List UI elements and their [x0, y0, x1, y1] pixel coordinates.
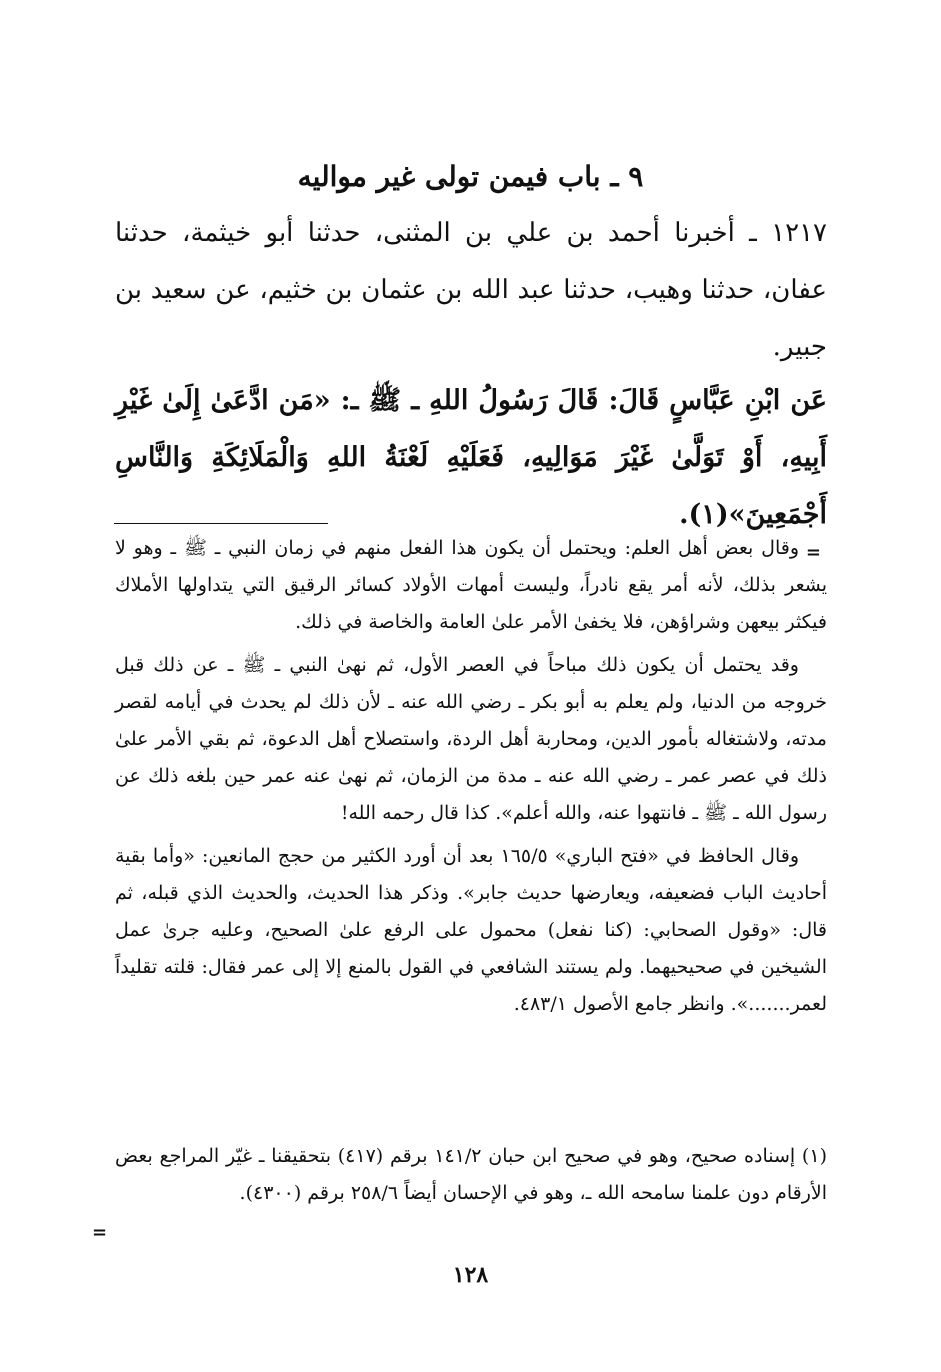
isnad-block [115, 205, 827, 376]
footnote-block [115, 1138, 827, 1212]
chapter-heading: ٩ ـ باب فيمن تولى غير مواليه [297, 160, 644, 193]
footnote-text: (١) إسناده صحيح، وهو في صحيح ابن حبان ١٤١/٢ برقم (٤١٧) بتحقيقنا ـ غيّر المراجع بعض الأرقام دون علمنا سامحه الله ـ، وهو في الإحسان أيضاً ٢٥٨/٦ برقم (٤٣٠٠). [115, 1145, 827, 1204]
hadith-block [115, 372, 827, 543]
continuation-mark-bottom: = [92, 1222, 108, 1243]
note-paragraph-3: وقال الحافظ في «فتح الباري» ١٦٥/٥ بعد أن أورد الكثير من حجج المانعين: «وأما بقية أحاديث الباب فضعيفه، ويعارضها حديث جابر». وذكر هذا الحديث، والحديث الذي قبله، ثم قال: «وقول الصحابي: (كنا نفعل) محمول على الرفع علىٰ الصحيح، وعليه جرىٰ عمل الشيخين في صحيحيهما. ولم يستند الشافعي في القول بالمنع إلا إلى عمر فقال: قلته تقليداً لعمر.......». وانظر جامع الأصول ٤٨٣/١. [115, 845, 827, 1015]
notes-block [115, 530, 827, 1029]
note-paragraph-2: وقد يحتمل أن يكون ذلك مباحاً في العصر الأول، ثم نهىٰ النبي ـ ﷺ ـ عن ذلك قبل خروجه من الدنيا، ولم يعلم به أبو بكر ـ رضي الله عنه ـ لأن ذلك لم يحدث في أيامه لقصر مدته، ولاشتغاله بأمور الدين، ومحاربة أهل الردة، واستصلاح أهل الدعوة، ثم بقي الأمر علىٰ ذلك في عصر عمر ـ رضي الله عنه ـ مدة من الزمان، ثم نهىٰ عنه عمر حين بلغه ذلك عن رسول الله ـ ﷺ ـ فانتهوا عنه، والله أعلم». كذا قال رحمه الله! [115, 654, 827, 824]
note-paragraph-1: وقال بعض أهل العلم: ويحتمل أن يكون هذا الفعل منهم في زمان النبي ـ ﷺ ـ وهو لا يشعر بذلك، لأنه أمر يقع نادراً، وليست أمهات الأولاد كسائر الرقيق التي يتداولها الأملاك فيكثر بيعهن وشراؤهن، فلا يخفىٰ الأمر علىٰ العامة والخاصة في ذلك. [115, 537, 827, 633]
page-number: ١٢٨ [452, 1262, 489, 1288]
hadith-text: عَن ابْنِ عَبَّاسٍ قَالَ: قَالَ رَسُولُ اللهِ ـ ﷺ ـ: «مَن ادَّعَىٰ إِلَىٰ غَيْرِ أَبِيهِ، أَوْ تَوَلَّىٰ غَيْرَ مَوَالِيهِ، فَعَلَيْهِ لَعْنَةُ اللهِ وَالْمَلَائِكَةِ وَالنَّاسِ أَجْمَعِينَ»(١). [115, 385, 827, 530]
continuation-mark-top: = [805, 542, 821, 563]
isnad-text: ١٢١٧ ـ أخبرنا أحمد بن علي بن المثنى، حدثنا أبو خيثمة، حدثنا عفان، حدثنا وهيب، حدثنا عبد الله بن عثمان بن خثيم، عن سعيد بن جبير. [115, 218, 827, 362]
footnote-divider [114, 523, 328, 524]
